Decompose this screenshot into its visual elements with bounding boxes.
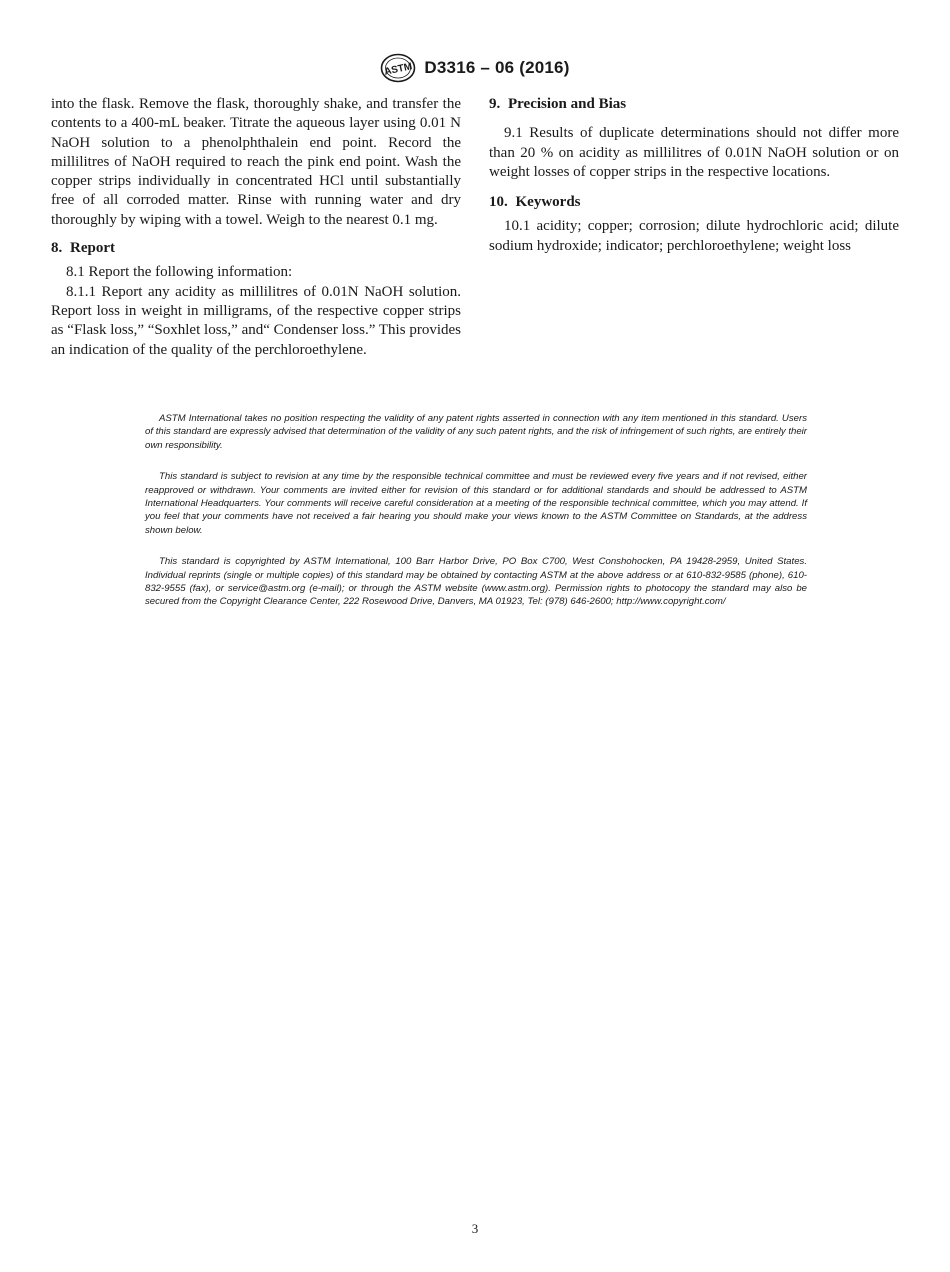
paragraph-10-1: 10.1 acidity; copper; corrosion; dilute hydrochloric acid; dilute sodium hydroxide; indicator; perchloroethylene; weight loss (489, 218, 899, 254)
continuation-paragraph: into the flask. Remove the flask, thoroughly shake, and transfer the contents to a 400-mL beaker. Titrate the aqueous layer using 0.01 N NaOH solution to a phenolphthalein end point. Record the millilitres of NaOH required to reach the pink end point. Wash the copper strips individually in concentrated HCl until substantially free of all corroded matter. Rinse with running water and dry thoroughly by wiping with a towel. Weigh to the nearest 0.1 mg. (51, 96, 461, 228)
section-10-title: Keywords (515, 194, 581, 211)
section-8-title: Report (70, 240, 115, 257)
paragraph-8-1: 8.1 Report the following information: (66, 264, 293, 281)
section-9-heading (489, 95, 899, 114)
page-number: 3 (471, 1221, 479, 1236)
left-column (51, 95, 461, 360)
right-column (489, 95, 899, 256)
section-8-heading (51, 239, 461, 258)
paragraph-8-1-1: 8.1.1 Report any acidity as millilitres of 0.01N NaOH solution. Report loss in weight in milligrams, of the respective copper strips as “Flask loss,” “Soxhlet loss,” and“ Condenser loss.” This provides an indication of the quality of the perchloroethylene. (51, 283, 461, 358)
svg-text:ASTM: ASTM (383, 61, 414, 78)
section-8-number: 8. (51, 240, 63, 257)
section-10-heading (489, 193, 899, 212)
section-9-number: 9. (489, 96, 501, 112)
patent-notice: ASTM International takes no position respecting the validity of any patent rights asserted in connection with any item mentioned in this standard. Users of this standard are expressly advised that determination of the validity of any such patent rights, and the risk of infringement of such rights, are entirely their own responsibility. (145, 413, 807, 451)
revision-notice: This standard is subject to revision at any time by the responsible technical committee and must be reviewed every five years and if not revised, either reapproved or withdrawn. Your comments are invited either for revision of this standard or for additional standards and should be addressed to ASTM International Headquarters. Your comments will receive careful consideration at a meeting of the responsible technical committee, which you may attend. If you feel that your comments have not received a fair hearing you should make your views known to the ASTM Committee on Standards, at the address shown below. (145, 471, 807, 536)
copyright-notice: This standard is copyrighted by ASTM International, 100 Barr Harbor Drive, PO Box C700, West Conshohocken, PA 19428-2959, United States. Individual reprints (single or multiple copies) of this standard may be obtained by contacting ASTM at the above address or at 610-832-9585 (phone), 610-832-9555 (fax), or service@astm.org (e-mail); or through the ASTM website (www.astm.org). Permission rights to photocopy the standard may also be secured from the Copyright Clearance Center, 222 Rosewood Drive, Danvers, MA 01923, Tel: (978) 646-2600; http://www.copyright.com/ (145, 556, 807, 608)
legal-notices (145, 412, 807, 627)
section-9-title: Precision and Bias (508, 96, 627, 112)
section-10-number: 10. (489, 194, 508, 211)
standard-designation: D3316 – 06 (2016) (424, 58, 570, 77)
astm-logo (380, 53, 416, 83)
paragraph-9-1: 9.1 Results of duplicate determinations should not differ more than 20 % on acidity as millilitres of 0.01N NaOH solution or on weight losses of copper strips in the respective locations. (489, 125, 899, 180)
page-header (0, 53, 950, 88)
